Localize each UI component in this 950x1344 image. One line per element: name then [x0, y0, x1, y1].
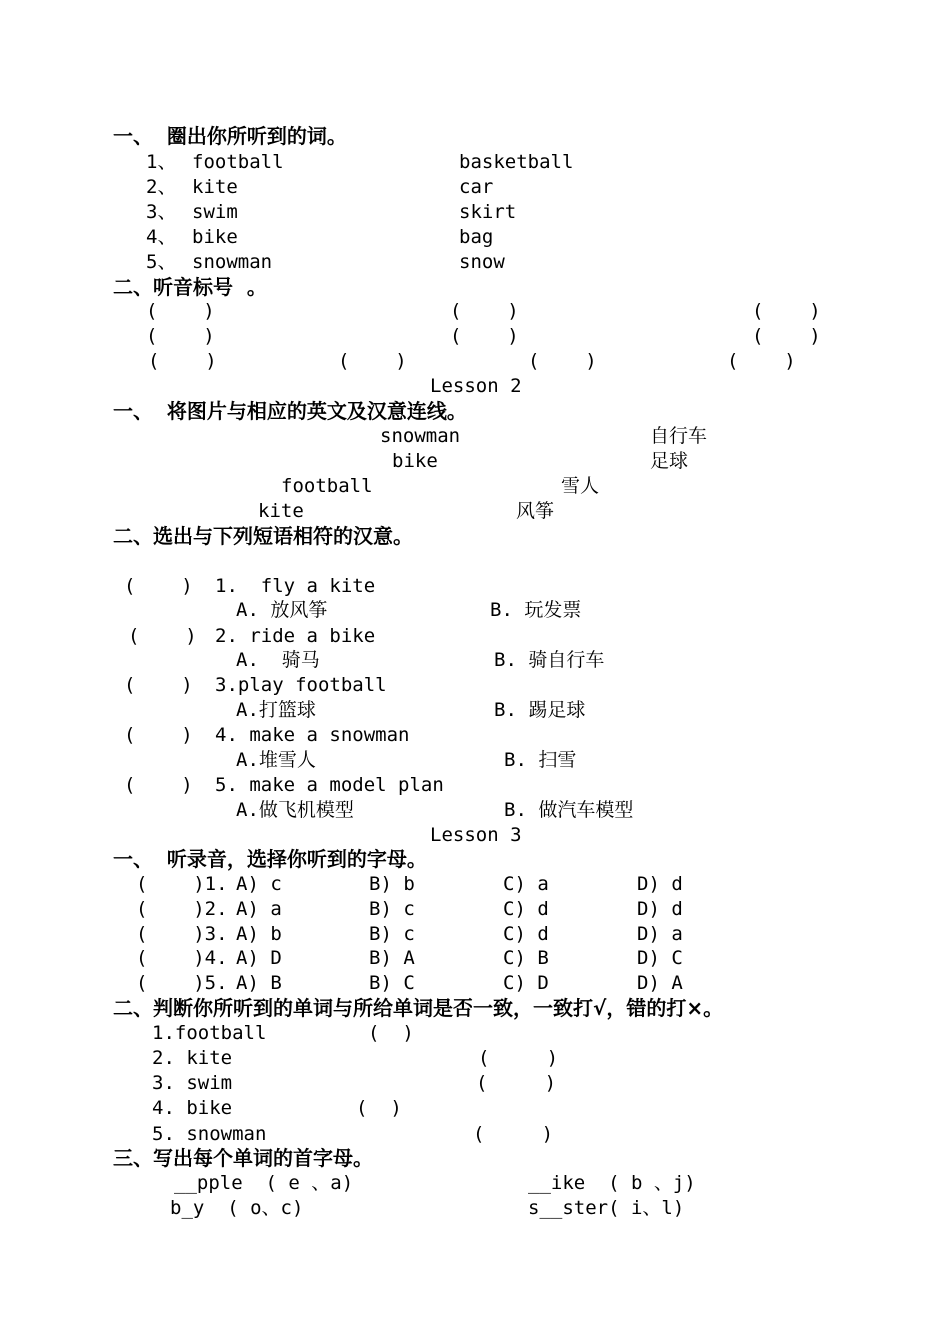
- option-b[interactable]: B) C: [369, 972, 415, 994]
- answer-blank[interactable]: ( ): [368, 1022, 414, 1044]
- answer-blank[interactable]: ( )4.: [136, 947, 228, 969]
- answer-blank[interactable]: ( ): [450, 300, 519, 322]
- word-option: bike: [192, 226, 238, 248]
- section-title: 一、 圈出你所听到的词。: [113, 124, 347, 148]
- item-number: 5、: [146, 251, 177, 273]
- answer-blank[interactable]: ( ): [450, 325, 519, 347]
- word-option: car: [459, 176, 494, 198]
- answer-blank[interactable]: ( ): [727, 350, 796, 372]
- word-option: kite: [192, 176, 238, 198]
- option-a[interactable]: A. 放风筝: [236, 599, 328, 621]
- option-b[interactable]: B. 踢足球: [494, 699, 586, 721]
- answer-blank[interactable]: ( ): [478, 1047, 559, 1069]
- option-b[interactable]: B. 做汽车模型: [504, 799, 634, 821]
- section-title: 二、选出与下列短语相符的汉意。: [113, 524, 413, 548]
- option-b[interactable]: B. 骑自行车: [494, 649, 605, 671]
- match-word[interactable]: football: [281, 475, 373, 497]
- option-c[interactable]: C) D: [503, 972, 549, 994]
- answer-blank[interactable]: ( )5.: [136, 972, 228, 994]
- option-d[interactable]: D) C: [637, 947, 683, 969]
- option-a[interactable]: A.做飞机模型: [236, 799, 354, 821]
- match-word[interactable]: kite: [258, 500, 304, 522]
- option-b[interactable]: B. 扫雪: [504, 749, 577, 771]
- option-a[interactable]: A) b: [236, 923, 282, 945]
- option-b[interactable]: B) c: [369, 923, 415, 945]
- word-option: bag: [459, 226, 494, 248]
- lesson-heading: Lesson 3: [430, 824, 522, 846]
- answer-blank[interactable]: ( ): [528, 350, 597, 372]
- answer-blank[interactable]: ( ): [148, 350, 217, 372]
- item-number: 2、: [146, 176, 177, 198]
- answer-blank[interactable]: ( ): [124, 774, 193, 796]
- option-c[interactable]: C) d: [503, 923, 549, 945]
- option-a[interactable]: A.堆雪人: [236, 749, 316, 771]
- section-title: 一、 听录音，选择你听到的字母。: [113, 847, 427, 871]
- match-word[interactable]: snowman: [380, 425, 461, 447]
- match-word[interactable]: 雪人: [561, 475, 600, 497]
- option-d[interactable]: D) d: [637, 898, 683, 920]
- option-a[interactable]: A) a: [236, 898, 282, 920]
- option-d[interactable]: D) d: [637, 873, 683, 895]
- word-option: snow: [459, 251, 505, 273]
- word-option: basketball: [459, 151, 574, 173]
- section-title: 二、听音标号 。: [113, 275, 267, 299]
- section-title: 一、 将图片与相应的英文及汉意连线。: [113, 399, 467, 423]
- answer-blank[interactable]: ( ): [356, 1097, 402, 1119]
- judge-word: 4. bike: [152, 1097, 233, 1119]
- option-c[interactable]: C) d: [503, 898, 549, 920]
- fill-blank-word[interactable]: __ike ( b 、j): [528, 1172, 696, 1194]
- word-option: snowman: [192, 251, 273, 273]
- question-text: 1. fly a kite: [215, 575, 376, 597]
- match-word[interactable]: 足球: [650, 450, 689, 472]
- answer-blank[interactable]: ( )3.: [136, 923, 228, 945]
- answer-blank[interactable]: ( ): [146, 300, 215, 322]
- option-c[interactable]: C) a: [503, 873, 549, 895]
- answer-blank[interactable]: ( )1.: [136, 873, 228, 895]
- option-b[interactable]: B) A: [369, 947, 415, 969]
- answer-blank[interactable]: ( ): [124, 724, 193, 746]
- fill-blank-word[interactable]: s__ster( i、l): [528, 1197, 685, 1219]
- answer-blank[interactable]: ( ): [146, 325, 215, 347]
- answer-blank[interactable]: ( ): [476, 1072, 557, 1094]
- option-a[interactable]: A. 骑马: [236, 649, 320, 671]
- option-b[interactable]: B. 玩发票: [490, 599, 582, 621]
- answer-blank[interactable]: ( ): [338, 350, 407, 372]
- question-text: 3.play football: [215, 674, 387, 696]
- option-b[interactable]: B) c: [369, 898, 415, 920]
- section-title: 二、判断你所听到的单词与所给单词是否一致，一致打√，错的打×。: [113, 996, 724, 1020]
- fill-blank-word[interactable]: __pple ( e 、a): [174, 1172, 354, 1194]
- word-option: skirt: [459, 201, 517, 223]
- section-title: 三、写出每个单词的首字母。: [113, 1146, 373, 1170]
- answer-blank[interactable]: ( ): [473, 1123, 554, 1145]
- lesson-heading: Lesson 2: [430, 375, 522, 397]
- option-d[interactable]: D) a: [637, 923, 683, 945]
- option-a[interactable]: A) c: [236, 873, 282, 895]
- match-word[interactable]: 风筝: [516, 500, 555, 522]
- question-text: 4. make a snowman: [215, 724, 410, 746]
- item-number: 3、: [146, 201, 177, 223]
- answer-blank[interactable]: ( ): [128, 625, 197, 647]
- judge-word: 5. snowman: [152, 1123, 267, 1145]
- question-text: 2. ride a bike: [215, 625, 376, 647]
- option-a[interactable]: A) B: [236, 972, 282, 994]
- question-text: 5. make a model plan: [215, 774, 444, 796]
- item-number: 1、: [146, 151, 177, 173]
- answer-blank[interactable]: ( ): [124, 674, 193, 696]
- option-c[interactable]: C) B: [503, 947, 549, 969]
- judge-word: 2. kite: [152, 1047, 233, 1069]
- word-option: football: [192, 151, 284, 173]
- option-a[interactable]: A.打篮球: [236, 699, 316, 721]
- judge-word: 3. swim: [152, 1072, 233, 1094]
- fill-blank-word[interactable]: b_y ( o、c): [170, 1197, 304, 1219]
- answer-blank[interactable]: ( ): [752, 300, 821, 322]
- option-d[interactable]: D) A: [637, 972, 683, 994]
- answer-blank[interactable]: ( ): [124, 575, 193, 597]
- answer-blank[interactable]: ( )2.: [136, 898, 228, 920]
- word-option: swim: [192, 201, 238, 223]
- match-word[interactable]: 自行车: [650, 425, 708, 447]
- item-number: 4、: [146, 226, 177, 248]
- match-word[interactable]: bike: [392, 450, 438, 472]
- answer-blank[interactable]: ( ): [752, 325, 821, 347]
- judge-word: 1.football: [152, 1022, 267, 1044]
- option-b[interactable]: B) b: [369, 873, 415, 895]
- option-a[interactable]: A) D: [236, 947, 282, 969]
